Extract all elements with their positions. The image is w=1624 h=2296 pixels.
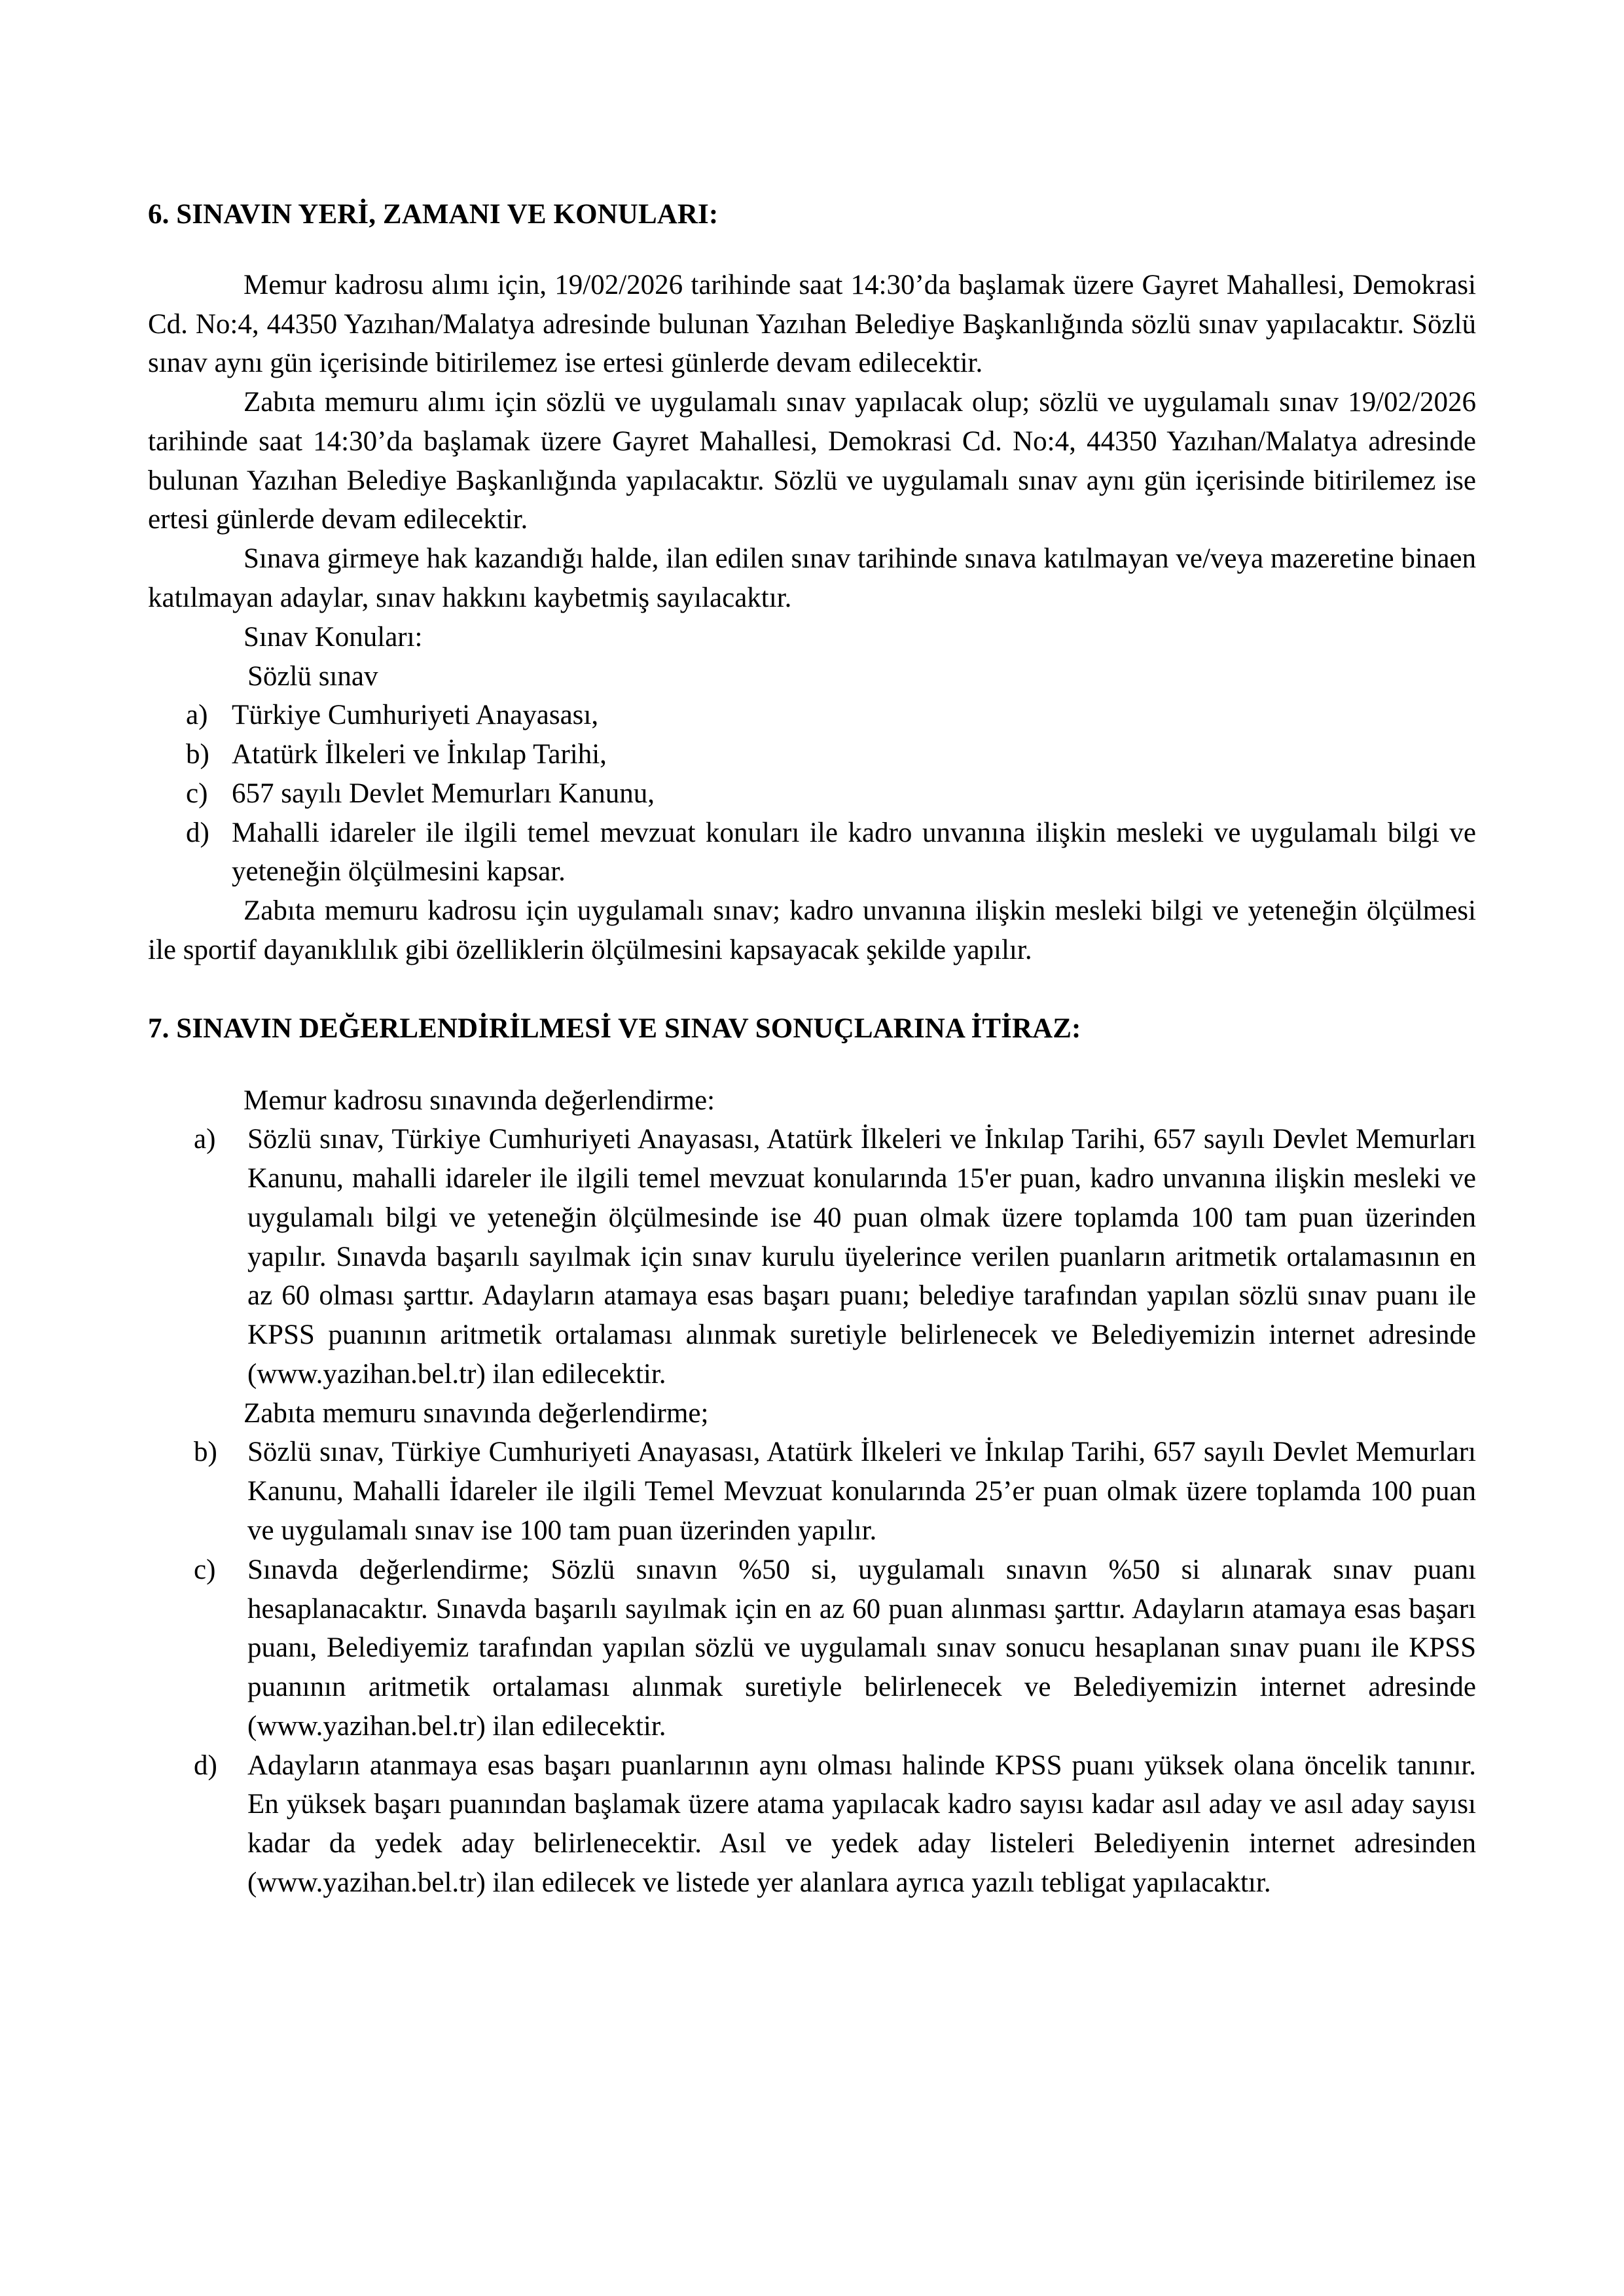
list-item xyxy=(148,1120,1476,1393)
section-6-paragraph-3: Sınava girmeye hak kazandığı halde, ilan edilen sınav tarihinde sınava katılmayan ve/veya mazeretine binaen katılmayan adaylar, sınav hakkını kaybetmiş sayılacaktır. xyxy=(148,543,1476,614)
list-item xyxy=(148,696,1476,735)
list-item-text: Türkiye Cumhuriyeti Anayasası, xyxy=(232,700,599,731)
section-6-paragraph-2: Zabıta memuru alımı için sözlü ve uygulamalı sınav yapılacak olup; sözlü ve uygulamalı sınav 19/02/2026 tarihinde saat 14:30’da başlamak üzere Gayret Mahallesi, Demokrasi Cd. No:4, 44350 Yazıhan/Malatya adresinde bulunan Yazıhan Belediye Başkanlığında yapılacaktır. Sözlü ve uygulamalı sınav aynı gün içerisinde bitirilemez ise ertesi günlerde devam edilecektir. xyxy=(148,387,1476,535)
spacer xyxy=(148,233,1476,266)
list-item-text: Sözlü sınav, Türkiye Cumhuriyeti Anayasası, Atatürk İlkeleri ve İnkılap Tarihi, 657 sayılı Devlet Memurları Kanunu, Mahalli İdareler ile ilgili Temel Mevzuat konularında 25’er puan olmak üzere toplamda 100 puan ve uygulamalı sınav ise 100 tam puan üzerinden yapılır. xyxy=(247,1437,1476,1546)
list-item xyxy=(148,1746,1476,1903)
list-item-text: Sınavda değerlendirme; Sözlü sınavın %50 si, uygulamalı sınavın %50 si alınarak sınav puanı hesaplanacaktır. Sınavda başarılı sayılmak için en az 60 puan alınması şarttır. Adayların atamaya esas başarı puanı, Belediyemiz tarafından yapılan sözlü ve uygulamalı sınav sonucu hesaplanan sınav puanı ile KPSS puanının aritmetik ortalaması alınmak suretiyle belirlenecek ve Belediyemizin internet adresinde (www.yazihan.bel.tr) ilan edilecektir. xyxy=(247,1554,1476,1742)
list-marker: b) xyxy=(186,739,209,770)
list-item xyxy=(148,735,1476,774)
exam-subjects-list xyxy=(148,696,1476,891)
list-marker: c) xyxy=(186,778,208,809)
list-item xyxy=(148,814,1476,892)
oral-exam-label: Sözlü sınav xyxy=(247,660,378,692)
list-marker: d) xyxy=(186,817,209,848)
list-item-text: Atatürk İlkeleri ve İnkılap Tarihi, xyxy=(232,739,607,770)
list-marker: b) xyxy=(194,1437,217,1468)
section-6-paragraph-1: Memur kadrosu alımı için, 19/02/2026 tarihinde saat 14:30’da başlamak üzere Gayret Mahallesi, Demokrasi Cd. No:4, 44350 Yazıhan/Malatya adresinde bulunan Yazıhan Belediye Başkanlığında sözlü sınav yapılacaktır. Sözlü sınav aynı gün içerisinde bitirilemez ise ertesi günlerde devam edilecektir. xyxy=(148,269,1476,379)
section-7-content xyxy=(148,1081,1476,1903)
zabita-evaluation-label: Zabıta memuru sınavında değerlendirme; xyxy=(244,1397,709,1429)
list-marker: a) xyxy=(186,700,208,731)
list-marker: d) xyxy=(194,1749,217,1781)
list-item xyxy=(148,1551,1476,1746)
document-body xyxy=(148,196,1476,1903)
section-6-closing-paragraph: Zabıta memuru kadrosu için uygulamalı sınav; kadro unvanına ilişkin mesleki bilgi ve yeteneğin ölçülmesi ile sportif dayanıklılık gibi özelliklerin ölçülmesini kapsayacak şekilde yapılır. xyxy=(148,895,1476,965)
spacer xyxy=(148,1047,1476,1081)
list-marker: c) xyxy=(194,1554,216,1585)
list-item-text: Mahalli idareler ile ilgili temel mevzuat konuları ile kadro unvanına ilişkin mesleki ve uygulamalı bilgi ve yeteneğin ölçülmesini kapsar. xyxy=(232,817,1476,888)
section-6-heading: 6. SINAVIN YERİ, ZAMANI VE KONULARI: xyxy=(148,199,719,230)
section-7-heading: 7. SINAVIN DEĞERLENDİRİLMESİ VE SINAV SONUÇLARINA İTİRAZ: xyxy=(148,1013,1081,1044)
spacer xyxy=(148,970,1476,1011)
section-7-list-a xyxy=(148,1120,1476,1393)
section-7-list-bcd xyxy=(148,1433,1476,1902)
list-item xyxy=(148,1433,1476,1550)
memur-evaluation-label: Memur kadrosu sınavında değerlendirme: xyxy=(244,1085,715,1116)
list-item-text: Sözlü sınav, Türkiye Cumhuriyeti Anayasası, Atatürk İlkeleri ve İnkılap Tarihi, 657 sayılı Devlet Memurları Kanunu, mahalli idareler ile ilgili temel mevzuat konularında 15'er puan, kadro unvanına ilişkin mesleki ve uygulamalı bilgi ve yeteneğin ölçülmesinde ise 40 puan olmak üzere toplamda 100 tam puan üzerinden yapılır. Sınavda başarılı sayılmak için sınav kurulu üyelerince verilen puanların aritmetik ortalamasının en az 60 olması şarttır. Adayların atamaya esas başarı puanı; belediye tarafından yapılan sözlü sınav puanı ile KPSS puanının aritmetik ortalaması alınmak suretiyle belirlenecek ve Belediyemizin internet adresinde (www.yazihan.bel.tr) ilan edilecektir. xyxy=(247,1124,1476,1390)
list-item xyxy=(148,774,1476,814)
exam-subjects-label: Sınav Konuları: xyxy=(244,621,423,653)
list-marker: a) xyxy=(194,1124,216,1155)
list-item-text: Adayların atanmaya esas başarı puanlarının aynı olması halinde KPSS puanı yüksek olana öncelik tanınır. En yüksek başarı puanından başlamak üzere atama yapılacak kadro sayısı kadar asıl aday ve asıl aday sayısı kadar da yedek aday belirlenecektir. Asıl ve yedek aday listeleri Belediyenin internet adresinden (www.yazihan.bel.tr) ilan edilecek ve listede yer alanlara ayrıca yazılı tebligat yapılacaktır. xyxy=(247,1749,1476,1898)
list-item-text: 657 sayılı Devlet Memurları Kanunu, xyxy=(232,778,655,809)
